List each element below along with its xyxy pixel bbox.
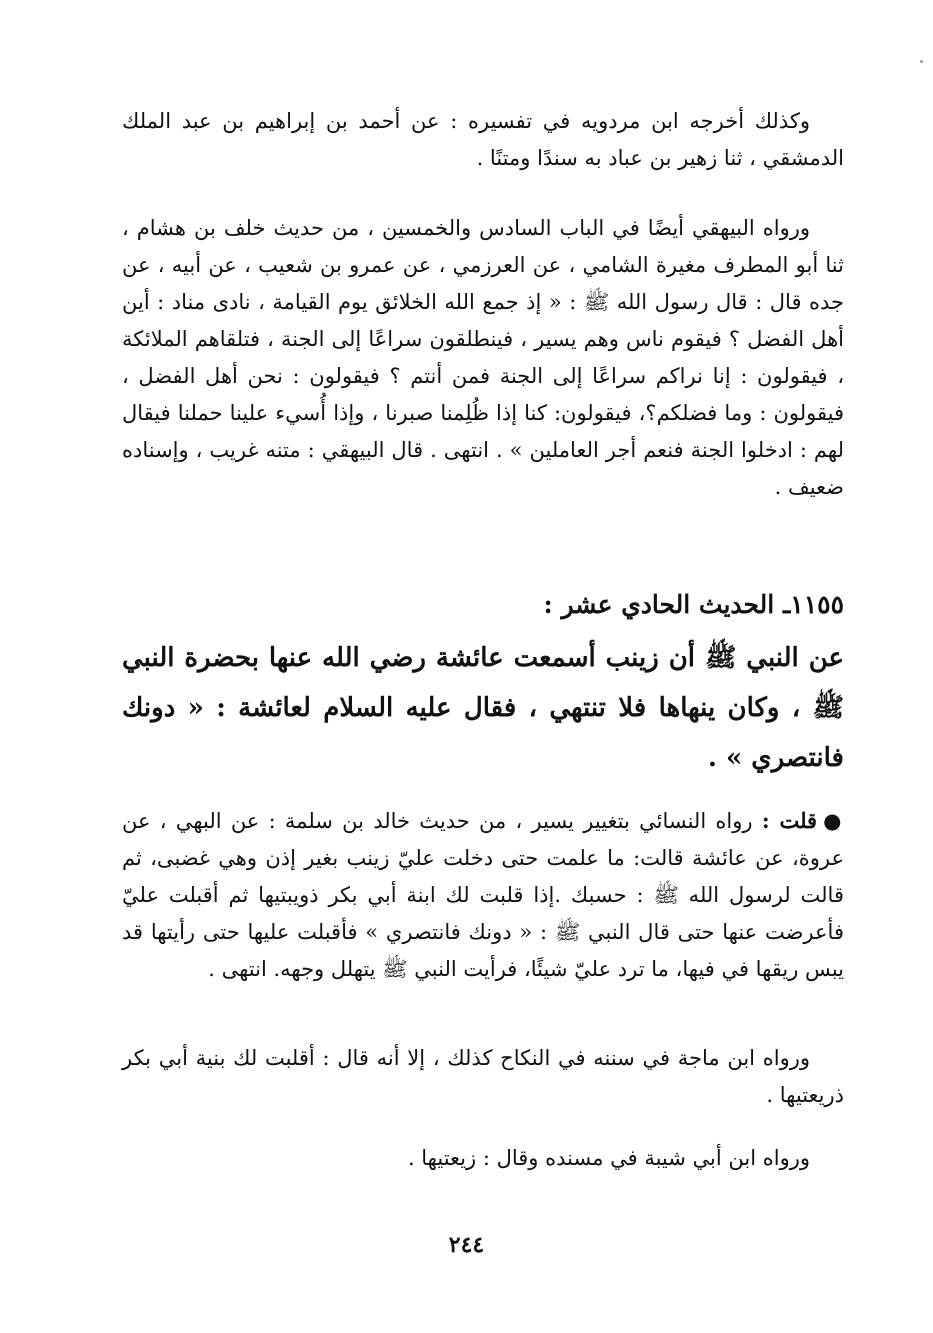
paragraph-bayhaqi: ورواه البيهقي أيضًا في الباب السادس والخمسين ، من حديث خلف بن هشام ، ثنا أبو المطرف مغيرة الشامي ، عن العرزمي ، عن عمرو بن شعيب ، عن أبيه ، عن جده قال : قال رسول الله ﷺ : « إذ جمع الله الخلائق يوم القيامة ، نادى مناد : أين أهل الفضل ؟ فيقوم ناس وهم يسير ، فينطلقون سراعًا إلى الجنة ، فتلقاهم الملائكة ، فيقولون : إنا نراكم سراعًا إلى الجنة فمن أنتم ؟ فيقولون : نحن أهل الفضل ، فيقولون : وما فضلكم؟، فيقولون: كنا إذا ظُلِمنا صبرنا ، وإذا أُسيء علينا حملنا فيقال لهم : ادخلوا الجنة فنعم أجر العاملين » . انتهى . قال البيهقي : متنه غريب ، وإسناده ضعيف . xyxy=(122,216,844,499)
paragraph-ibn-majah: ورواه ابن ماجة في سننه في النكاح كذلك ، إلا أنه قال : أقلبت لك بنية أبي بكر ذريعتيها . xyxy=(122,1046,844,1107)
paragraph-ibn-mardawayh: وكذلك أخرجه ابن مردويه في تفسيره : عن أحمد بن إبراهيم بن عبد الملك الدمشقي ، ثنا زهير بن عباد به سندًا ومتنًا . xyxy=(122,109,844,170)
paragraph-ibn-abi-shayba: ورواه ابن أبي شيبة في مسنده وقال : زيعتيها . xyxy=(407,1146,810,1170)
paragraph-qult xyxy=(122,802,844,988)
qult-text: رواه النسائي بتغيير يسير ، من حديث خالد بن سلمة : عن البهي ، عن عروة، عن عائشة قالت: ما علمت حتى دخلت عليّ زينب بغير إذن وهي غضبى، ثم قالت لرسول الله ﷺ : حسبك .إذا قلبت لك ابنة أبي بكر ذويبتيها ثم أقبلت عليّ فأعرضت عنها حتى قال النبي ﷺ : « دونك فانتصري » فأقبلت عليها حتى رأيتها قد يبس ريقها في فيها، ما ترد عليّ شيئًا، فرأيت النبي ﷺ يتهلل وجهه. انتهى . xyxy=(122,809,844,981)
page-number: ٢٤٤ xyxy=(448,1232,485,1258)
bullet-icon: ● xyxy=(823,808,844,833)
hadith-text: عن النبي ﷺ أن زينب أسمعت عائشة رضي الله عنها بحضرة النبي ﷺ ، وكان ينهاها فلا تنتهي ، فقال عليه السلام لعائشة : « دونك فانتصري » . xyxy=(122,643,844,773)
hadith-heading: ١١٥٥ـ الحديث الحادي عشر : xyxy=(543,590,844,619)
scan-speck xyxy=(920,60,923,63)
qult-label: قلت : xyxy=(761,808,818,833)
